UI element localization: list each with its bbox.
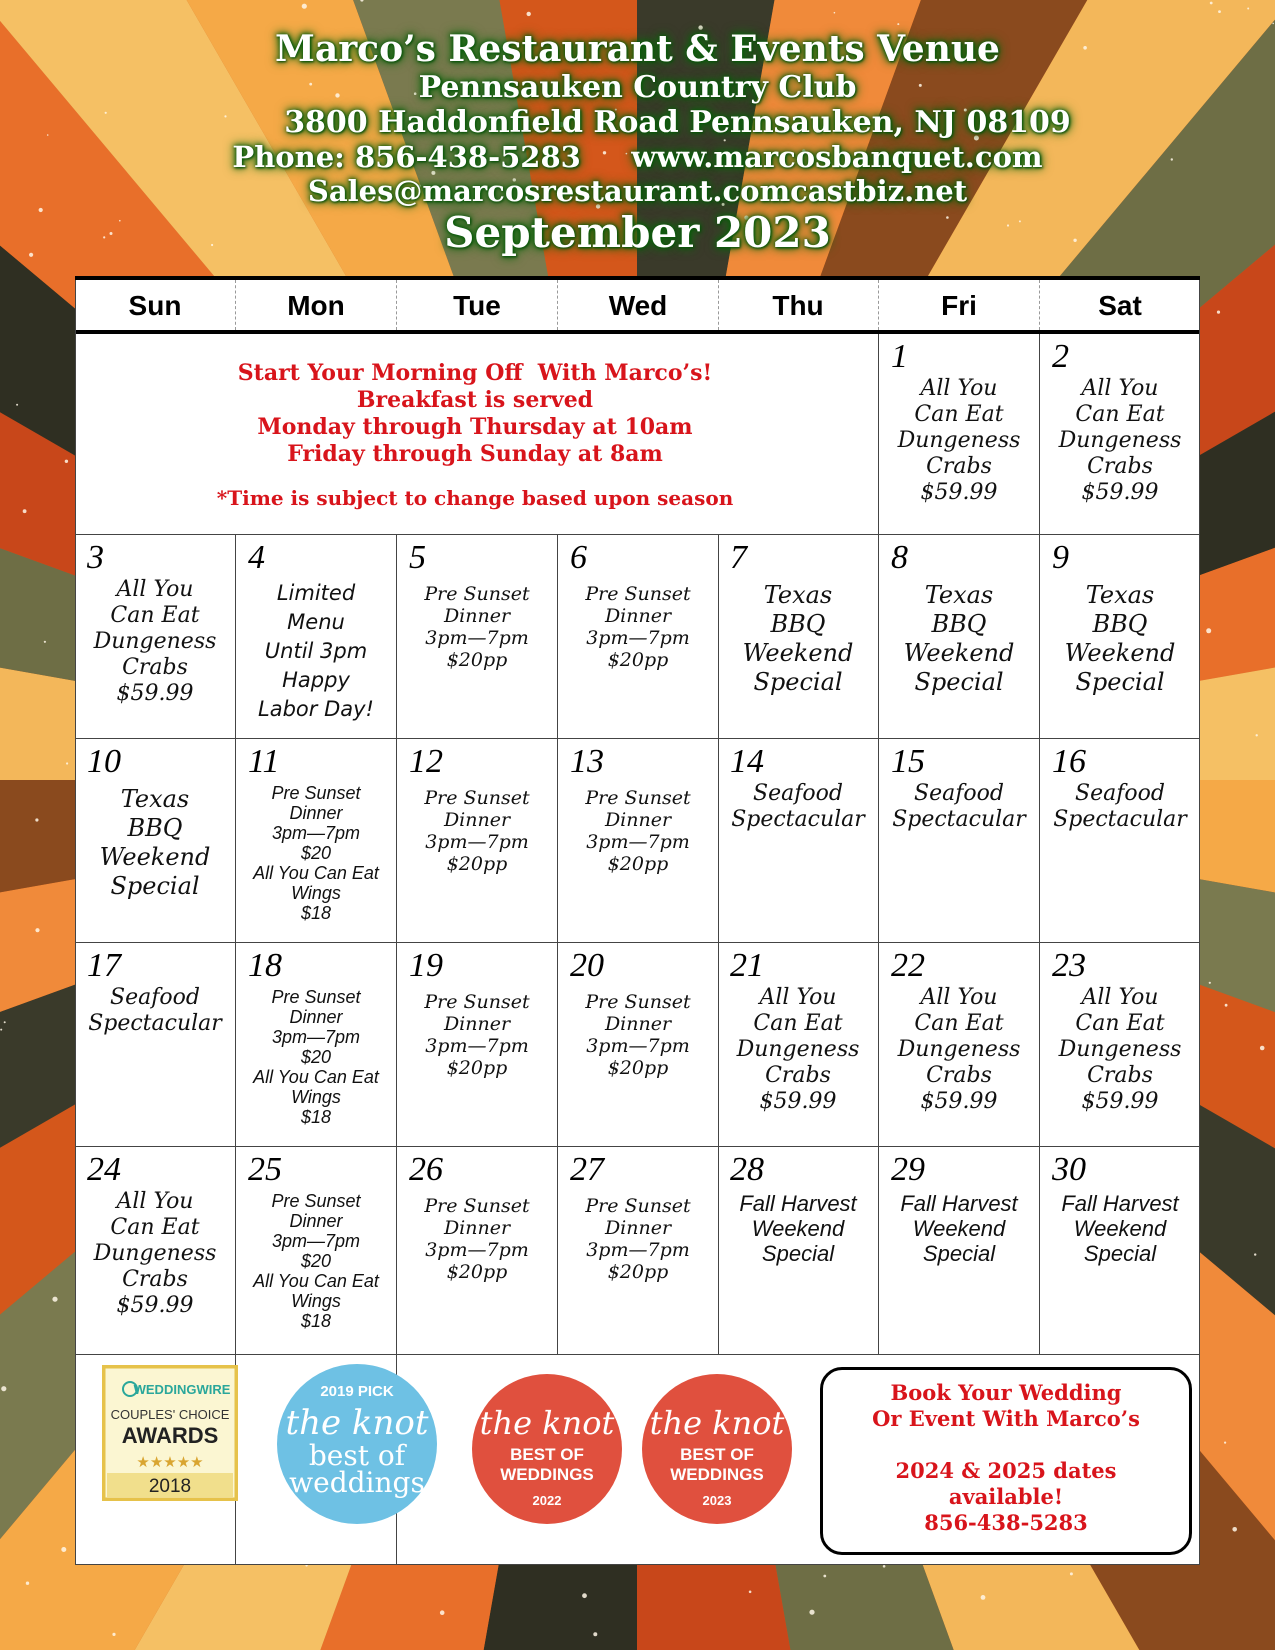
day-cell [75,739,235,942]
day-number: 8 [891,539,908,576]
day-cell [1040,943,1200,1146]
day-event: Pre Sunset Dinner 3pm—7pm $20 All You Can Eat Wings $18 [253,783,379,923]
knot-2022-year: 2022 [532,1493,562,1508]
day-cell [718,535,878,738]
background-speckle [823,1575,826,1578]
day-number: 5 [409,539,426,576]
weekday-fri: Fri [941,290,977,321]
breakfast-line2: Breakfast is served [356,387,594,413]
sales-email: Sales@marcosrestaurant.comcastbiz.net [307,174,968,208]
day-cell [397,739,557,942]
day-number: 9 [1052,539,1069,576]
day-event: Pre Sunset Dinner 3pm—7pm $20pp [424,991,530,1079]
day-event: Seafood Spectacular [892,781,1026,832]
knot-2019-top: 2019 PICK [320,1383,394,1400]
day-cell [236,739,396,942]
weddingwire-year: 2018 [148,1476,192,1497]
booking-callout [820,1367,1192,1555]
background-speckle [302,4,307,9]
day-number: 20 [570,947,604,984]
background-speckle [1260,1046,1265,1051]
day-cell [1040,334,1200,534]
background-speckle [1254,1253,1256,1255]
day-number: 23 [1052,947,1086,984]
day-cell [718,739,878,942]
background-speckle [440,1610,445,1615]
day-number: 29 [891,1151,925,1188]
day-number: 6 [570,539,587,576]
background-speckle [66,762,68,764]
day-cell [558,739,718,942]
background-speckle [65,460,68,463]
day-cell [879,535,1039,738]
calendar-grid [75,276,1200,1565]
breakfast-promo [75,330,875,530]
booking-line3: 2024 & 2025 dates [895,1458,1117,1483]
background-speckle [4,1021,6,1023]
day-cell [236,535,396,738]
weekday-tue: Tue [453,290,501,321]
day-cell [397,1147,557,1354]
day-cell [75,943,235,1146]
day-cell [558,535,718,738]
background-speckle [1247,8,1249,10]
knot-2022-badge [470,1372,624,1526]
background-speckle [1272,23,1274,25]
background-speckle [1224,1442,1226,1444]
background-speckle [527,12,531,16]
day-event: Pre Sunset Dinner 3pm—7pm $20 All You Can Eat Wings $18 [253,1191,379,1331]
background-speckle [1232,1527,1237,1532]
background-speckle [1,1386,6,1391]
background-speckle [883,1565,886,1568]
knot-2022-brand: the knot [479,1404,615,1442]
day-cell [236,1147,396,1354]
day-number: 21 [730,947,764,984]
day-event: All You Can Eat Dungeness Crabs $59.99 [1058,376,1182,505]
day-event: Fall Harvest Weekend Special [739,1191,857,1266]
background-speckle [1218,10,1221,13]
day-cell [236,943,396,1146]
day-event: All You Can Eat Dungeness Crabs $59.99 [1058,985,1182,1114]
day-cell [879,1147,1039,1354]
day-number: 18 [248,947,282,984]
day-cell [1040,739,1200,942]
day-number: 25 [248,1151,282,1188]
background-speckle [26,1582,29,1585]
day-number: 4 [248,539,265,576]
background-speckle [1070,1572,1073,1575]
day-event: Texas BBQ Weekend Special [903,581,1015,696]
day-cell [879,739,1039,942]
weddingwire-line2: AWARDS [121,1423,219,1448]
day-number: 3 [87,539,104,576]
day-event: Pre Sunset Dinner 3pm—7pm $20pp [424,787,530,875]
day-event: Seafood Spectacular [731,781,865,832]
background-speckle [1217,311,1220,314]
background-speckle [749,1591,752,1594]
club-name: Pennsauken Country Club [418,70,857,105]
day-event: Seafood Spectacular [1053,781,1187,832]
knot-2019-line2: weddings [289,1466,425,1499]
day-cell [75,1147,235,1354]
background-speckle [16,404,18,406]
day-number: 24 [87,1151,121,1188]
background-speckle [1225,1004,1228,1007]
knot-2023-badge [640,1372,794,1526]
day-cell [75,535,235,738]
knot-2023-line1: BEST OF [680,1445,754,1464]
day-number: 11 [248,743,280,780]
background-speckle [1209,982,1211,984]
weekday-sat: Sat [1098,290,1142,321]
day-cell [397,943,557,1146]
day-number: 30 [1052,1151,1086,1188]
knot-2019-badge [275,1362,439,1526]
weekday-mon: Mon [287,290,345,321]
background-speckle [112,1633,115,1636]
day-number: 15 [891,743,925,780]
day-event: All You Can Eat Dungeness Crabs $59.99 [897,376,1021,505]
day-cell [1040,535,1200,738]
day-cell [718,1147,878,1354]
background-speckle [1210,2,1213,5]
background-speckle [809,1610,814,1615]
day-number: 14 [730,743,764,780]
background-speckle [582,1593,587,1598]
day-number: 26 [409,1151,443,1188]
venue-title: Marco’s Restaurant & Events Venue [275,28,1000,70]
knot-2023-year: 2023 [702,1493,732,1508]
background-speckle [1256,734,1258,736]
weekday-wed: Wed [608,290,668,321]
day-cell [558,1147,718,1354]
day-event: Fall Harvest Weekend Special [900,1191,1018,1266]
day-number: 10 [87,743,121,780]
day-event: Limited Menu Until 3pm Happy Labor Day! [258,581,374,721]
background-speckle [897,23,899,25]
day-number: 27 [570,1151,604,1188]
day-event: Fall Harvest Weekend Special [1061,1191,1179,1266]
day-cell [397,535,557,738]
day-cell [1040,1147,1200,1354]
background-speckle [44,641,46,643]
knot-2023-brand: the knot [649,1404,785,1442]
day-event: Pre Sunset Dinner 3pm—7pm $20pp [424,583,530,671]
background-speckle [593,1632,597,1636]
booking-line1: Book Your Wedding [890,1380,1122,1405]
weddingwire-brand: WEDDINGWIRE [133,1382,231,1397]
day-event: Pre Sunset Dinner 3pm—7pm $20pp [585,787,691,875]
background-speckle [35,818,38,821]
knot-2022-line2: WEDDINGS [500,1465,594,1484]
day-cell [879,334,1039,534]
weddingwire-line1: COUPLES' CHOICE [110,1407,230,1422]
day-cell [718,943,878,1146]
background-speckle [981,1595,986,1600]
breakfast-line3: Monday through Thursday at 10am [257,414,693,440]
breakfast-line4: Friday through Sunday at 8am [287,441,663,467]
weekday-thu: Thu [772,290,824,321]
day-event: All You Can Eat Dungeness Crabs $59.99 [736,985,860,1114]
weddingwire-award-badge [102,1365,238,1501]
day-event: Pre Sunset Dinner 3pm—7pm $20pp [585,583,691,671]
knot-2019-brand: the knot [285,1403,429,1443]
knot-2022-line1: BEST OF [510,1445,584,1464]
background-speckle [834,12,836,14]
day-number: 16 [1052,743,1086,780]
breakfast-note: *Time is subject to change based upon season [216,486,734,510]
background-speckle [52,1297,57,1302]
phone-website: Phone: 856-438-5283 www.marcosbanquet.com [232,140,1043,174]
booking-phone: 856-438-5283 [924,1510,1088,1535]
day-event: All You Can Eat Dungeness Crabs $59.99 [93,1189,217,1318]
day-event: All You Can Eat Dungeness Crabs $59.99 [93,577,217,706]
day-number: 22 [891,947,925,984]
background-speckle [1206,628,1211,633]
calendar-month: September 2023 [444,208,831,257]
background-speckle [61,1547,66,1552]
day-cell [558,943,718,1146]
day-event: Pre Sunset Dinner 3pm—7pm $20 All You Can Eat Wings $18 [253,987,379,1127]
day-event: Texas BBQ Weekend Special [1064,581,1176,696]
background-speckle [23,509,27,513]
background-speckle [0,1029,2,1031]
day-number: 2 [1052,338,1069,375]
weekday-sun: Sun [128,290,182,321]
knot-2023-line2: WEDDINGS [670,1465,764,1484]
day-event: All You Can Eat Dungeness Crabs $59.99 [897,985,1021,1114]
day-number: 1 [891,338,908,375]
day-number: 7 [730,539,747,576]
day-event: Seafood Spectacular [88,985,222,1036]
day-cell [879,943,1039,1146]
day-event: Pre Sunset Dinner 3pm—7pm $20pp [424,1195,530,1283]
day-event: Texas BBQ Weekend Special [742,581,854,696]
knot-2019-line1: best of [308,1439,406,1472]
weddingwire-stars: ★★★★★ [136,1453,204,1471]
day-number: 13 [570,743,604,780]
venue-address: 3800 Haddonfield Road Pennsauken, NJ 08109 [284,105,1071,140]
day-number: 12 [409,743,443,780]
day-number: 19 [409,947,443,984]
day-event: Texas BBQ Weekend Special [99,785,211,900]
background-speckle [35,928,39,932]
breakfast-line1: Start Your Morning Off With Marco’s! [237,360,713,386]
day-event: Pre Sunset Dinner 3pm—7pm $20pp [585,991,691,1079]
day-number: 28 [730,1151,764,1188]
day-number: 17 [87,947,121,984]
day-event: Pre Sunset Dinner 3pm—7pm $20pp [585,1195,691,1283]
booking-line4: available! [948,1484,1064,1509]
booking-line2: Or Event With Marco’s [872,1406,1140,1431]
